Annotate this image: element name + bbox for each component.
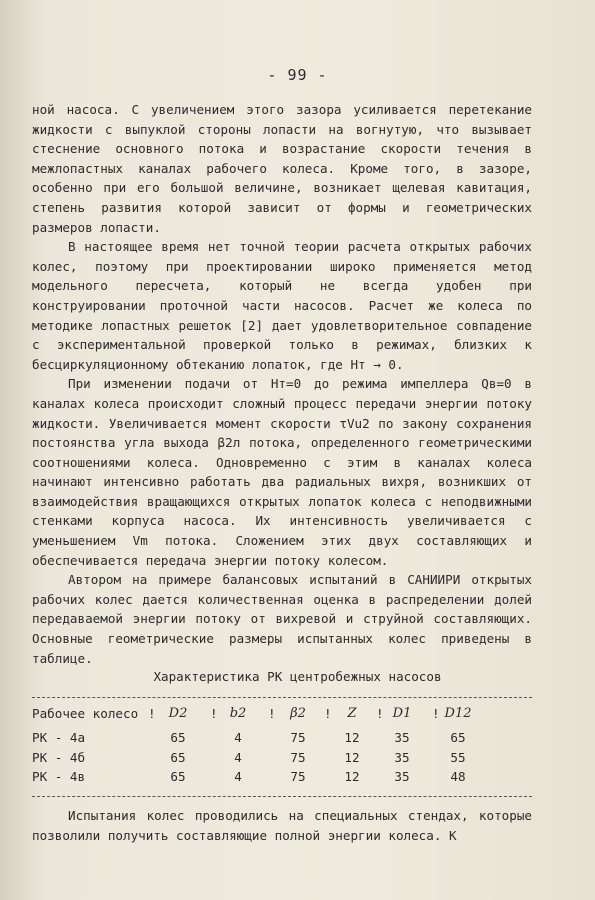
table-title: Характеристика РК центробежных насосов (153, 669, 442, 684)
paragraph-4: Автором на примере балансовых испытаний в САНИИРИ открытых рабочих колес дается количественная оценка в распределении долей передаваемой энергии потоку от вихревой и струйной составляющих. Основные геометрические размеры испытанных колес приведены в таблице. (32, 572, 532, 666)
page-number: - 99 - (267, 66, 328, 84)
row-label: РК - 4в (32, 769, 86, 785)
column-separator: ! (268, 706, 276, 721)
table-cell: 4 (234, 749, 242, 765)
table-cell: 35 (394, 769, 410, 785)
paragraph-3: При изменении подачи от Hт=0 до режима импеллера Qв=0 в каналах колеса происходит сложный процесс передачи энергии потоку жидкости. Увеличивается момент скорости τVu2 по закону сохранения постоянства угла выхода β2л потока, определенного геометрическими соотношениями колеса. Одновременно с этим в каналах колеса начинают интенсивно работать два радиальных вихря, возникших от взаимодействия вращающихся открытых лопаток колеса с неподвижными стенками корпуса насоса. Их интенсивность увеличивается с уменьшением Vm потока. Сложением этих двух составляющих и обеспечивается передача энергии потоку колесом. (32, 376, 532, 568)
table-cell: 75 (290, 769, 306, 785)
table-header-row (32, 702, 532, 726)
row-label: РК - 4а (32, 730, 86, 745)
table-row (32, 748, 532, 768)
paragraph-1: ной насоса. С увеличением этого зазора усиливается перетекание жидкости с выпуклой стороны лопасти на вогнутую, что вызывает стеснение основного потока и возрастание скорости течения в межлопастных каналах рабочего колеса. Кроме того, в зазоре, особенно при его большой величине, возникает щелевая кавитация, степень развития которой зависит от формы и геометрических размеров лопасти. (32, 102, 532, 235)
table-cell: 65 (450, 730, 466, 745)
closing-paragraph: Испытания колес проводились на специальных стендах, которые позволили получить составляющие полной энергии колеса. К (32, 808, 532, 843)
table-cell: 75 (290, 749, 306, 765)
table-cell: 55 (450, 749, 466, 765)
table-cell: 12 (344, 769, 360, 785)
header-d2: D2 (168, 706, 188, 721)
body-text (32, 100, 532, 668)
table-cell: 12 (344, 730, 360, 745)
header-d1: D1 (392, 706, 412, 721)
table-cell: 75 (290, 730, 306, 745)
table-cell: 35 (394, 749, 410, 765)
table-rule-top (32, 697, 532, 698)
table-cell: 4 (234, 730, 242, 745)
header-wheel: Рабочее колесо (32, 706, 139, 721)
row-label: РК - 4б (32, 749, 86, 765)
header-z: Z (347, 706, 357, 721)
paragraph-2: В настоящее время нет точной теории расчета открытых рабочих колес, поэтому при проектировании широко применяется метод модельного пересчета, который не всегда удобен при конструировании проточной части насосов. Расчет же колеса по методике лопастных решеток [2] дает удовлетворительное совпадение с экспериментальной проверкой только в режимах, близких к бесциркуляционному обтеканию лопаток, где Hт → 0. (32, 239, 532, 372)
table-cell: 12 (344, 749, 360, 765)
header-b2: b2 (229, 706, 247, 721)
table-row (32, 767, 532, 787)
column-separator: ! (210, 706, 218, 721)
table-rule-bottom (32, 796, 532, 797)
table-cell: 4 (234, 769, 242, 785)
table-cell: 48 (450, 769, 466, 785)
column-separator: ! (324, 706, 332, 721)
column-separator: ! (376, 706, 384, 721)
header-beta2: β2 (290, 706, 306, 721)
table-cell: 65 (170, 769, 186, 785)
table-cell: 35 (394, 730, 410, 745)
column-separator: ! (148, 706, 156, 721)
column-separator: ! (432, 706, 440, 721)
header-d12: D12 (444, 706, 472, 721)
parameters-table (32, 702, 532, 787)
table-cell: 65 (170, 730, 186, 745)
table-row (32, 728, 532, 748)
table-cell: 65 (170, 749, 186, 765)
